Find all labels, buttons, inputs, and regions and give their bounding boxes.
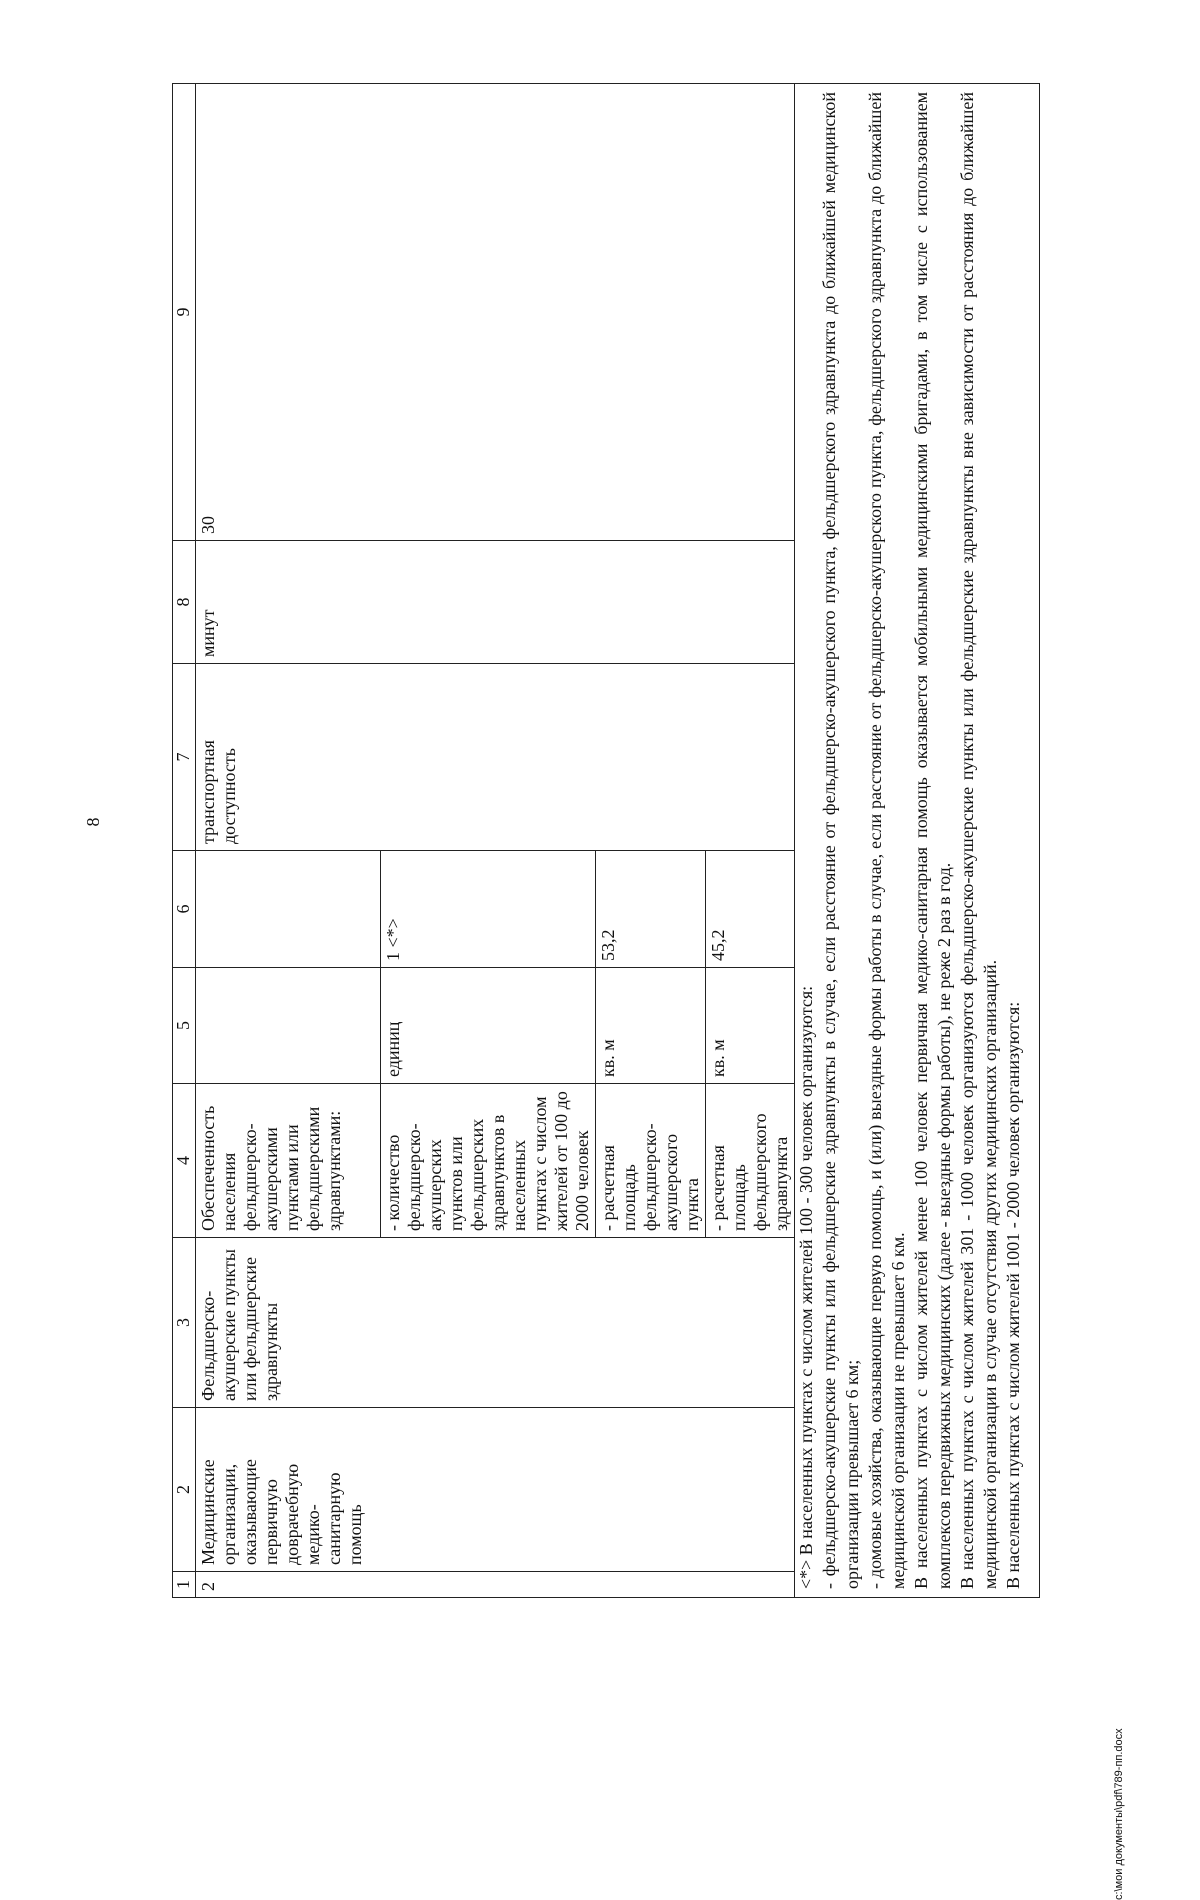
footnotes-cell xyxy=(795,84,1040,1598)
unit-cell: единиц xyxy=(381,968,596,1084)
footnote-text: В населенных пунктах с числом жителей 301 - 1000 человек организуются фельдшерско-акушерские пункты или фельдшерские здравпункты вне зависимости от расстояния до ближайшей медицинской организации в случае отсутствия других медицинских организаций. xyxy=(957,92,1000,1589)
unit-cell: кв. м xyxy=(706,968,795,1084)
footnote-text: - домовые хозяйства, оказывающие первую помощь, и (или) выездные формы работы в случае, если расстояние от фельдшерско-акушерского пункта, фельдшерского здравпункта до ближайшей медицинской организации не превышает 6 км. xyxy=(865,92,908,1589)
notes-row xyxy=(795,84,1040,1598)
indicator-cell: - количество фельдшерско-акушерских пунктов или фельдшерских здравпунктов в населенных пунктах с числом жителей от 100 до 2000 человек xyxy=(381,1084,596,1238)
header-cell: 1 xyxy=(173,1572,196,1598)
footnote-text: <*> В населенных пунктах с числом жителей 100 - 300 человек организуются: xyxy=(796,985,816,1589)
file-path-footer: c:\мои документы\pdf\789-пп.docx xyxy=(1113,1728,1125,1900)
header-cell: 7 xyxy=(173,664,196,851)
accessibility-cell: транспортная доступность xyxy=(196,664,795,851)
value-cell: 45,2 xyxy=(706,851,795,968)
org-type-cell: Медицинские организации, оказывающие первичную доврачебную медико-санитарную помощь xyxy=(196,1408,795,1572)
unit-cell: кв. м xyxy=(596,968,706,1084)
row-number-cell: 2 xyxy=(196,1572,795,1598)
footnote-text: В населенных пунктах с числом жителей менее 100 человек первичная медико-санитарная помощь оказывается мобильными медицинскими бригадами, в том числе с использованием комплексов передвижных медицинских (далее - выездные формы работы), не реже 2 раз в год. xyxy=(911,92,954,1589)
page-number: 8 xyxy=(83,817,103,827)
header-cell: 5 xyxy=(173,968,196,1084)
indicator-cell: - расчетная площадь фельдшерско-акушерского пункта xyxy=(596,1084,706,1238)
header-cell: 4 xyxy=(173,1084,196,1238)
value-cell: 1 <*> xyxy=(381,851,596,968)
footnote-text: - фельдшерско-акушерские пункты или фельдшерские здравпункты в случае, если расстояние от фельдшерско-акушерского пункта, фельдшерского здравпункта до ближайшей медицинской организации превышает 6 км; xyxy=(819,92,862,1589)
header-cell: 9 xyxy=(173,84,196,541)
object-cell: Фельдшерско-акушерские пункты или фельдшерские здравпункты xyxy=(196,1238,795,1408)
indicator-cell: - расчетная площадь фельдшерского здравпункта xyxy=(706,1084,795,1238)
header-cell: 6 xyxy=(173,851,196,968)
rotated-table-sheet xyxy=(172,83,1040,1598)
header-cell: 2 xyxy=(173,1408,196,1572)
accessibility-value-cell: 30 xyxy=(196,84,795,541)
footnote-text: В населенных пунктах с числом жителей 1001 - 2000 человек организуются: xyxy=(1003,1001,1023,1589)
indicator-cell: Обеспеченность населения фельдшерско-акушерскими пунктами или фельдшерскими здравпунктами: xyxy=(196,1084,381,1238)
unit-cell xyxy=(196,968,381,1084)
value-cell: 53,2 xyxy=(596,851,706,968)
norms-table xyxy=(172,83,1040,1598)
header-row xyxy=(173,84,196,1598)
accessibility-unit-cell: минут xyxy=(196,541,795,664)
table-row xyxy=(196,84,381,1598)
value-cell xyxy=(196,851,381,968)
header-cell: 8 xyxy=(173,541,196,664)
header-cell: 3 xyxy=(173,1238,196,1408)
